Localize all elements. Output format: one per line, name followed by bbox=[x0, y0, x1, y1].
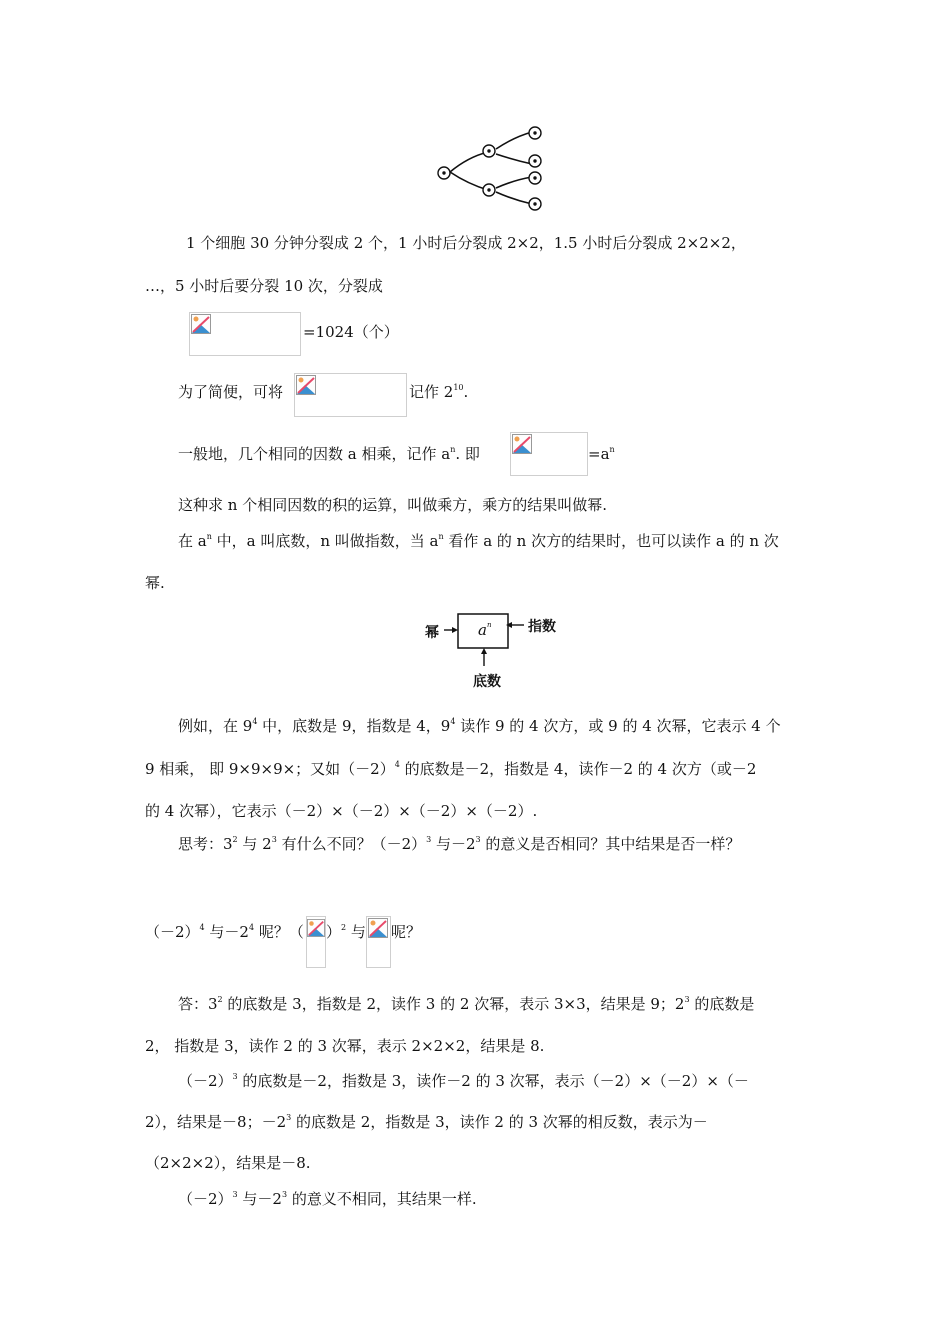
text-line-14: 答：$3^2$ 的底数是 3，指数是 2，读作 3 的 2 次幂，表示 3×3，结果是 9；$2^3$ 的底数是 bbox=[178, 995, 755, 1013]
text-line-18: （2×2×2），结果是－8. bbox=[145, 1154, 311, 1172]
broken-image-icon bbox=[191, 314, 211, 334]
broken-image-placeholder bbox=[306, 916, 326, 968]
text-line-7: 在 $a^n$ 中，a 叫底数，n 叫做指数，当 $a^n$ 看作 a 的 n 次方的结果时，也可以读作 a 的 n 次 bbox=[178, 532, 779, 550]
text-line-5: 一般地，几个相同的因数 a 相乘，记作 $a^n$. 即 bbox=[178, 445, 480, 463]
text-line-2: …，5 小时后要分裂 10 次，分裂成 bbox=[145, 277, 383, 295]
text-line-1: 1 个细胞 30 分钟分裂成 2 个，1 小时后分裂成 2×2，1.5 小时后分裂成 2×2×2， bbox=[186, 234, 746, 252]
text-line-13c: 呢？ bbox=[391, 923, 422, 941]
text-line-9: 例如，在 $9^4$ 中，底数是 9，指数是 4，$9^4$ 读作 9 的 4 次方，或 9 的 4 次幂，它表示 4 个 bbox=[178, 717, 781, 735]
broken-image-icon bbox=[512, 434, 532, 454]
exponent-label: 指数 bbox=[528, 619, 556, 635]
text-line-5b: $=a^n$ bbox=[588, 445, 615, 463]
broken-image-icon bbox=[296, 375, 316, 395]
text-line-4a: 为了简便，可将 bbox=[178, 383, 284, 401]
text-line-19: $(-2)^3$ 与$-2^3$ 的意义不相同，其结果一样. bbox=[178, 1190, 477, 1208]
text-line-13a: $(-2)^4$ 与$-2^4$ 呢？（ bbox=[145, 923, 304, 941]
text-line-8: 幂. bbox=[145, 574, 165, 592]
text-line-17: 2），结果是－8；$-2^3$ 的底数是 2，指数是 3，读作 2 的 3 次幂的相反数，表示为－ bbox=[145, 1113, 708, 1131]
text-line-11: 的 4 次幂），它表示（－2）×（－2）×（－2）×（－2）. bbox=[145, 802, 538, 820]
broken-image-placeholder bbox=[366, 916, 391, 968]
text-line-6: 这种求 n 个相同因数的积的运算，叫做乘方，乘方的结果叫做幂. bbox=[178, 496, 607, 514]
text-line-12: 思考：$3^2$ 与 $2^3$ 有什么不同？$(-2)^3$ 与$-2^3$ 的意义是否相同？其中结果是否一样？ bbox=[178, 835, 741, 853]
base-label: 底数 bbox=[473, 674, 501, 690]
text-line-10: 9 相乘， 即 9×9×9×；又如$(-2)^4$ 的底数是－2，指数是 4，读作－2 的 4 次方（或－2 bbox=[145, 760, 757, 778]
text-line-16: $(-2)^3$ 的底数是－2，指数是 3，读作－2 的 3 次幂，表示（－2）×（－2）×（－ bbox=[178, 1072, 749, 1090]
cell-division-diagram bbox=[430, 122, 550, 217]
power-label: 幂 bbox=[425, 625, 439, 641]
text-line-15: 2， 指数是 3，读作 2 的 3 次幂，表示 2×2×2，结果是 8. bbox=[145, 1037, 545, 1055]
broken-image-placeholder bbox=[510, 432, 588, 476]
broken-image-placeholder bbox=[294, 373, 407, 417]
broken-image-icon bbox=[307, 918, 325, 938]
power-expression: $a^n$ bbox=[478, 621, 492, 639]
broken-image-placeholder bbox=[189, 312, 301, 356]
broken-image-icon bbox=[368, 918, 388, 938]
text-line-4b: 记作 $2^{10}$. bbox=[409, 383, 469, 401]
text-line-13b: ）$^2$ 与 bbox=[326, 923, 366, 941]
text-line-3: =1024（个） bbox=[303, 323, 399, 341]
